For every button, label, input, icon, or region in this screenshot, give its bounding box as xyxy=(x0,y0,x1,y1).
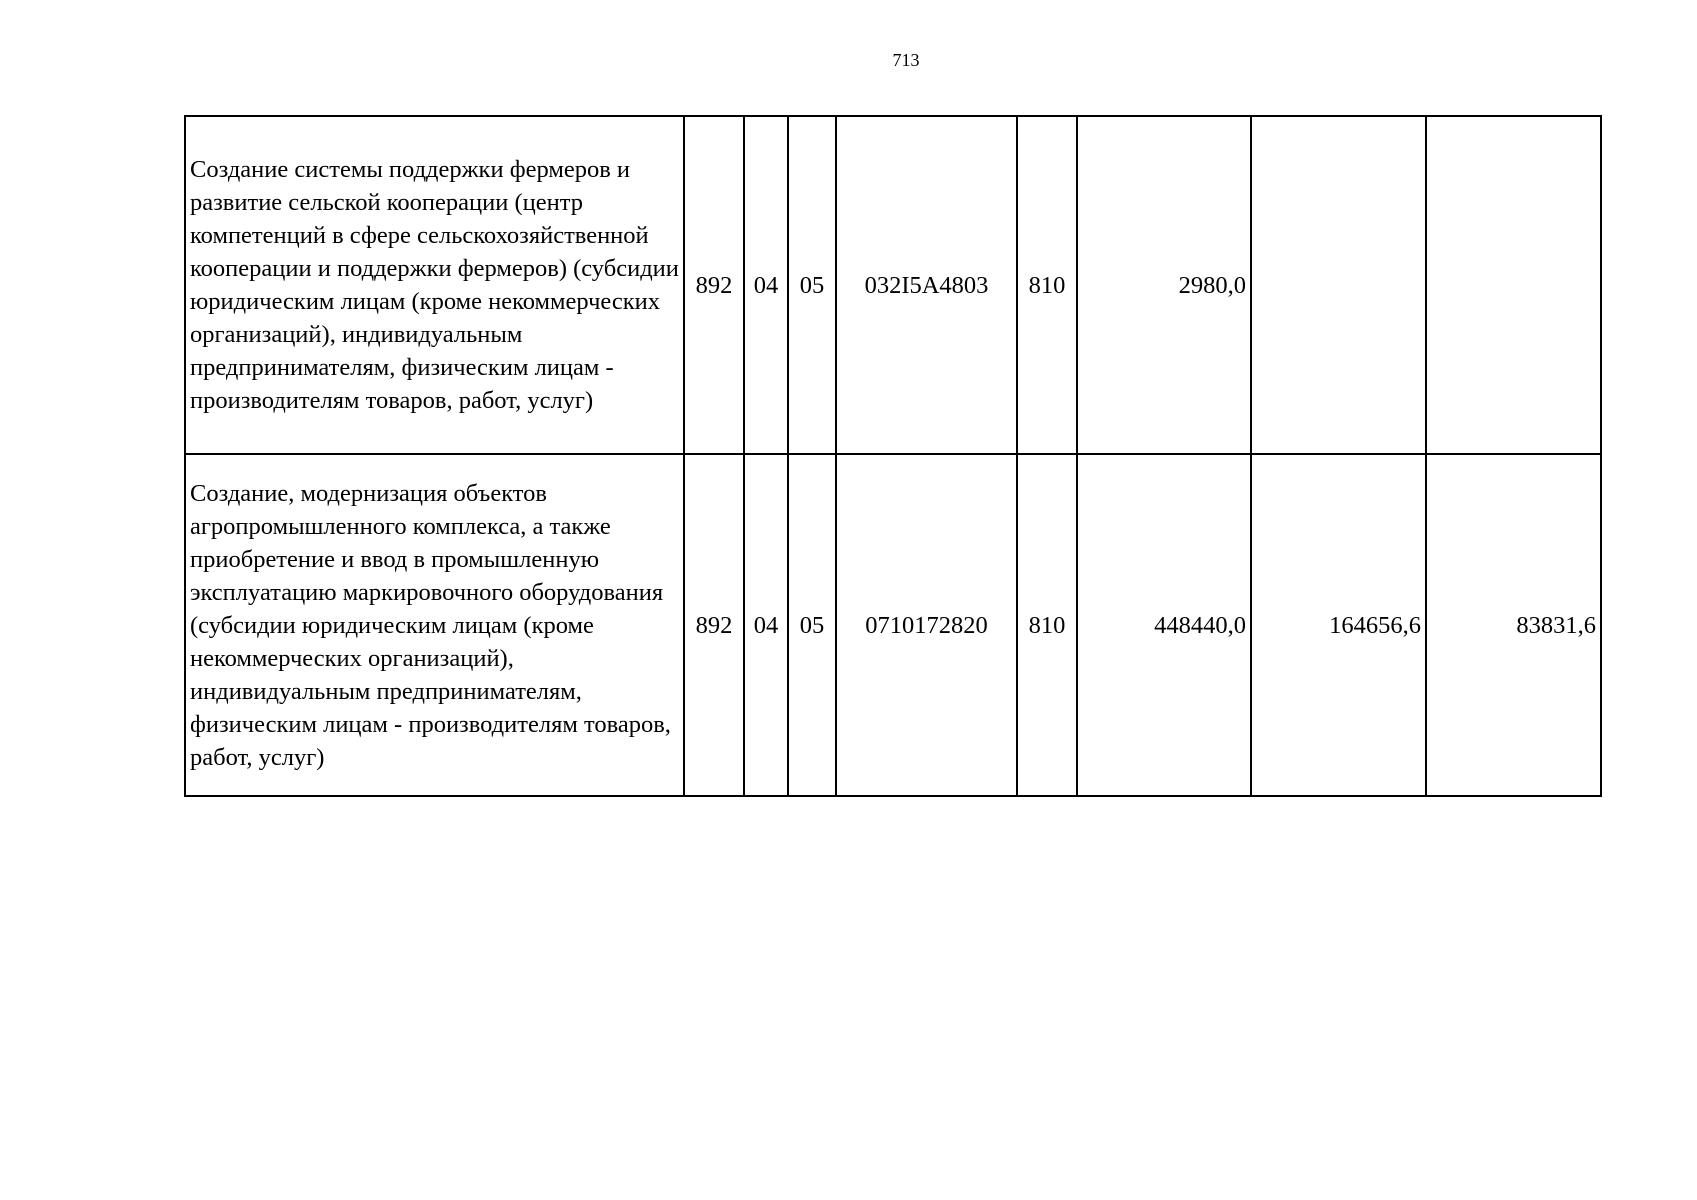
ministry-code-cell: 892 xyxy=(684,454,744,796)
section-cell: 04 xyxy=(744,116,788,454)
budget-table xyxy=(184,115,1602,797)
expense-type-cell: 810 xyxy=(1017,116,1077,454)
ministry-code-cell: 892 xyxy=(684,116,744,454)
amount-1-cell: 2980,0 xyxy=(1077,116,1251,454)
target-article-cell: 032I5A4803 xyxy=(836,116,1017,454)
subsection-cell: 05 xyxy=(788,116,836,454)
amount-3-cell: 83831,6 xyxy=(1426,454,1601,796)
table-row xyxy=(185,116,1601,454)
amount-2-cell xyxy=(1251,116,1426,454)
expense-type-cell: 810 xyxy=(1017,454,1077,796)
target-article-cell: 0710172820 xyxy=(836,454,1017,796)
row-description: Создание системы поддержки фермеров и развитие сельской кооперации (центр компетенций в сфере сельскохозяйственной кооперации и поддержки фермеров) (субсидии юридическим лицам (кроме некоммерческих организаций), индивидуальным предпринимателям, физическим лицам - производителям товаров, работ, услуг) xyxy=(185,116,684,454)
amount-2-cell: 164656,6 xyxy=(1251,454,1426,796)
amount-3-cell xyxy=(1426,116,1601,454)
table-row xyxy=(185,454,1601,796)
section-cell: 04 xyxy=(744,454,788,796)
subsection-cell: 05 xyxy=(788,454,836,796)
row-description: Создание, модернизация объектов агропромышленного комплекса, а также приобретение и ввод в промышленную эксплуатацию маркировочного оборудования (субсидии юридическим лицам (кроме некоммерческих организаций), индивидуальным предпринимателям, физическим лицам - производителям товаров, работ, услуг) xyxy=(185,454,684,796)
page-number: 713 xyxy=(892,50,920,70)
amount-1-cell: 448440,0 xyxy=(1077,454,1251,796)
